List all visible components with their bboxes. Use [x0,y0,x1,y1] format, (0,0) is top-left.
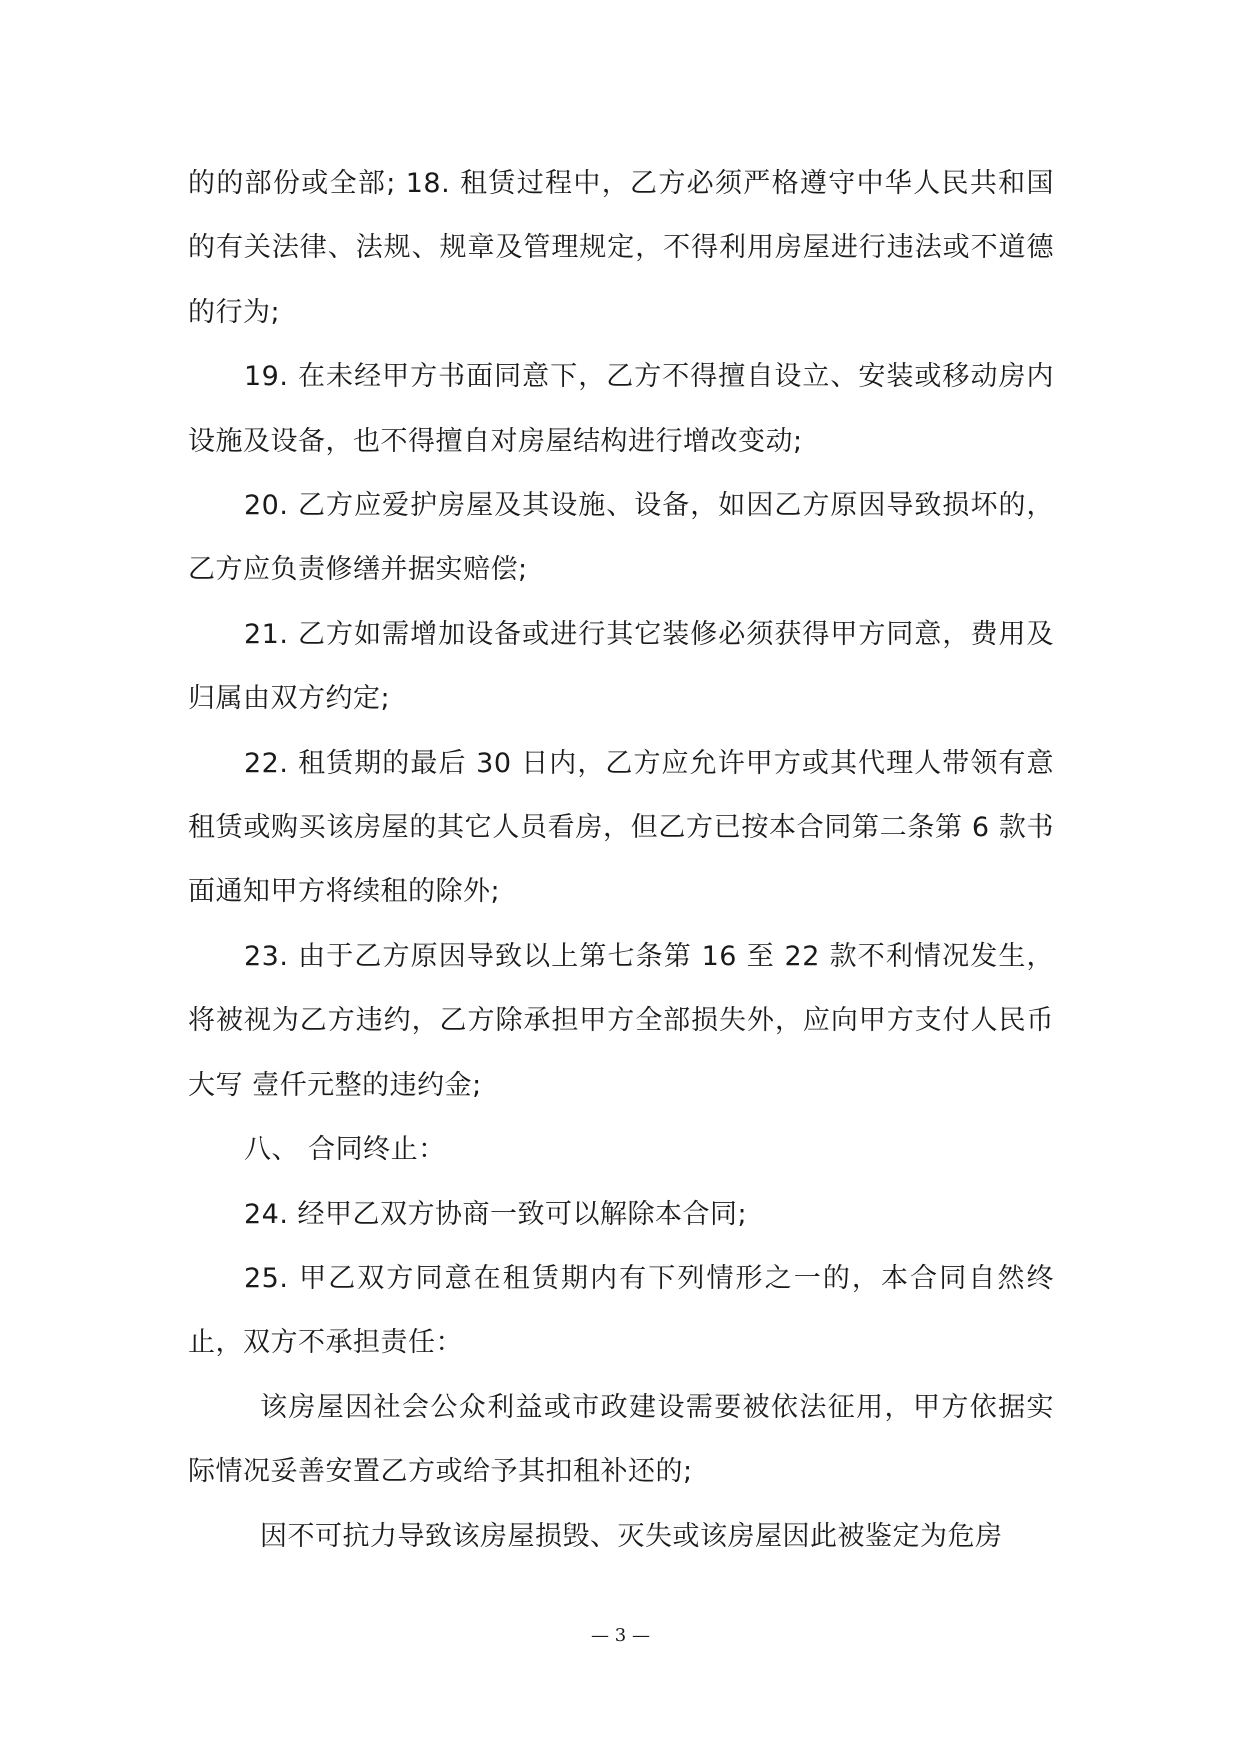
document-body [188,152,1054,1569]
section-heading-termination: 八、 合同终止： [244,1134,446,1166]
paragraph-clause-24: 24. 经甲乙双方协商一致可以解除本合同; [244,1198,748,1230]
paragraph-clause-23: 23. 由于乙方原因导致以上第七条第 16 至 22 款不利情况发生，将被视为乙方违约，乙方除承担甲方全部损失外，应向甲方支付人民币大写 壹仟元整的违约金; [188,940,1054,1101]
paragraph-clause-25: 25. 甲乙双方同意在租赁期内有下列情形之一的，本合同自然终止，双方不承担责任： [188,1262,1054,1359]
paragraph-clause-21: 21. 乙方如需增加设备或进行其它装修必须获得甲方同意，费用及归属由双方约定; [188,618,1054,715]
paragraph-clause-20: 20. 乙方应爱护房屋及其设施、设备，如因乙方原因导致损坏的，乙方应负责修缮并据实赔偿; [188,490,1054,586]
paragraph-clause-22: 22. 租赁期的最后 30 日内，乙方应允许甲方或其代理人带领有意租赁或购买该房屋的其它人员看房，但乙方已按本合同第二条第 6 款书面通知甲方将续租的除外; [188,747,1054,908]
paragraph-force-majeure: 因不可抗力导致该房屋损毁、灭失或该房屋因此被鉴定为危房 [260,1520,1003,1552]
paragraph-clause-18: 的的部份或全部; 18. 租赁过程中，乙方必须严格遵守中华人民共和国的有关法律、法规、规章及管理规定，不得利用房屋进行违法或不道德的行为; [188,168,1054,328]
paragraph-clause-19: 19. 在未经甲方书面同意下，乙方不得擅自设立、安装或移动房内设施及设备，也不得擅自对房屋结构进行增改变动; [188,361,1054,457]
page-number: — 3 — [591,1625,650,1646]
paragraph-expropriation: 该房屋因社会公众利益或市政建设需要被依法征用，甲方依据实际情况妥善安置乙方或给予其扣租补还的; [188,1391,1054,1488]
